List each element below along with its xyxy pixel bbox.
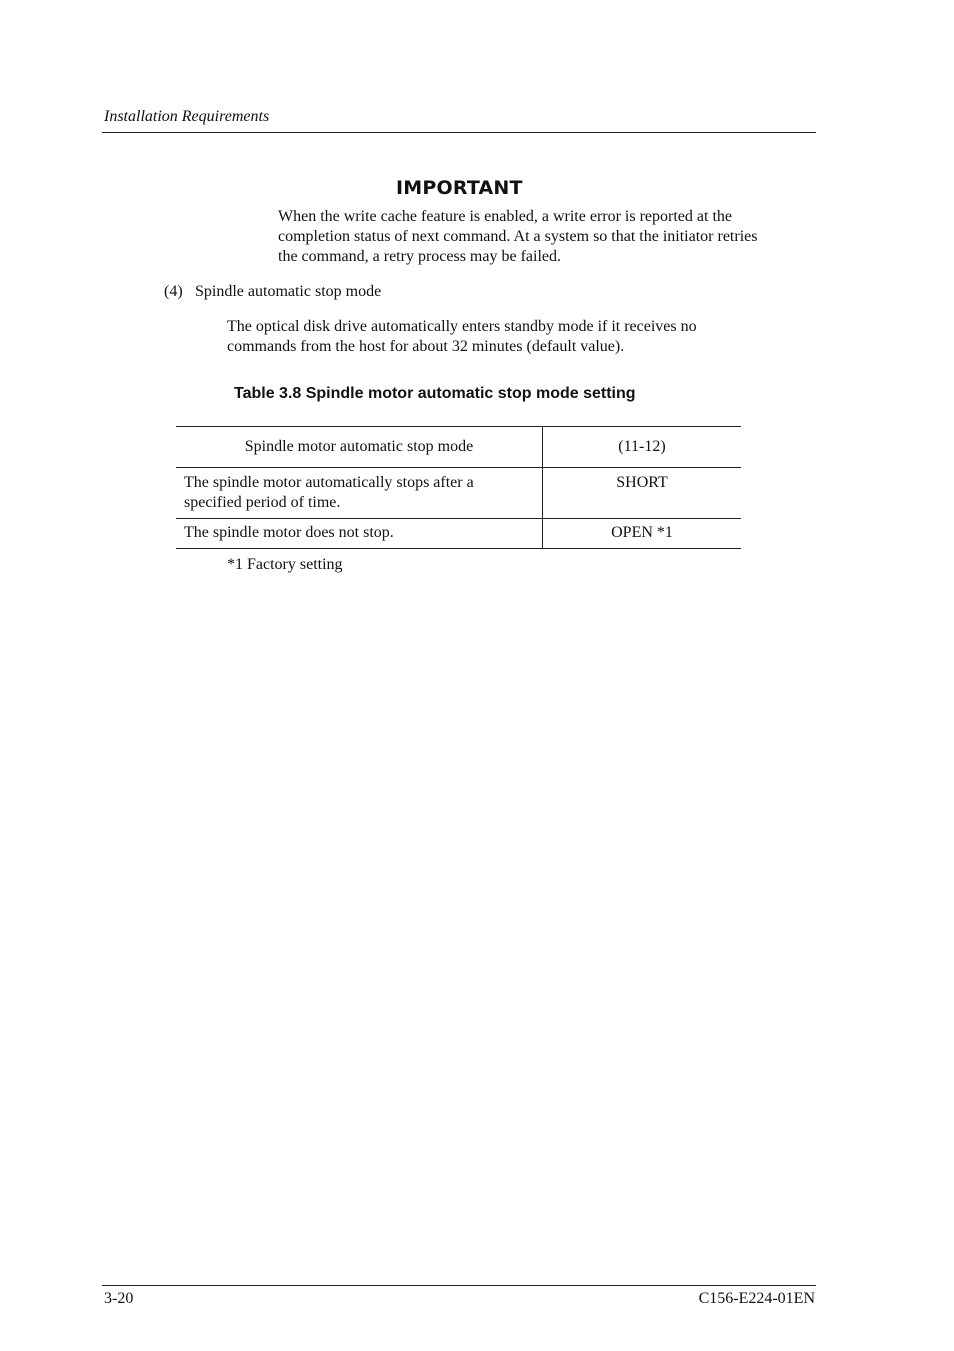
item-title: Spindle automatic stop mode — [195, 283, 382, 300]
cell-text: SHORT — [616, 474, 668, 491]
item-body: The optical disk drive automatically enters standby mode if it receives no commands from the host for about 32 minutes (default value). — [227, 318, 697, 355]
table-row — [176, 468, 741, 519]
table-footnote: *1 Factory setting — [227, 556, 343, 573]
cell-text: The spindle motor automatically stops after a specified period of time. — [184, 474, 474, 511]
cell-text: OPEN *1 — [611, 524, 673, 541]
cell-text: The spindle motor does not stop. — [184, 524, 394, 541]
item-heading — [164, 283, 381, 301]
table-header-pins: (11-12) — [543, 427, 742, 468]
running-header: Installation Requirements — [104, 108, 270, 125]
table-cell-setting — [543, 519, 742, 549]
header-rule — [102, 132, 816, 133]
page-number: 3-20 — [104, 1290, 134, 1307]
item-number: (4) — [164, 283, 183, 300]
table-cell-description — [176, 519, 543, 549]
important-text: When the write cache feature is enabled, a write error is reported at the completion status of next command. At a system so that the initiator retries the command, a retry process may be failed. — [278, 208, 758, 265]
footer-rule — [102, 1285, 816, 1286]
important-label: IMPORTANT — [396, 177, 523, 199]
table-header-mode: Spindle motor automatic stop mode — [176, 427, 543, 468]
document-code: C156-E224-01EN — [698, 1290, 815, 1307]
table-cell-description — [176, 468, 543, 519]
settings-table — [176, 426, 741, 549]
table-cell-setting — [543, 468, 742, 519]
table-caption: Table 3.8 Spindle motor automatic stop mode setting — [234, 385, 636, 402]
table-header-row — [176, 427, 741, 468]
table-row — [176, 519, 741, 549]
